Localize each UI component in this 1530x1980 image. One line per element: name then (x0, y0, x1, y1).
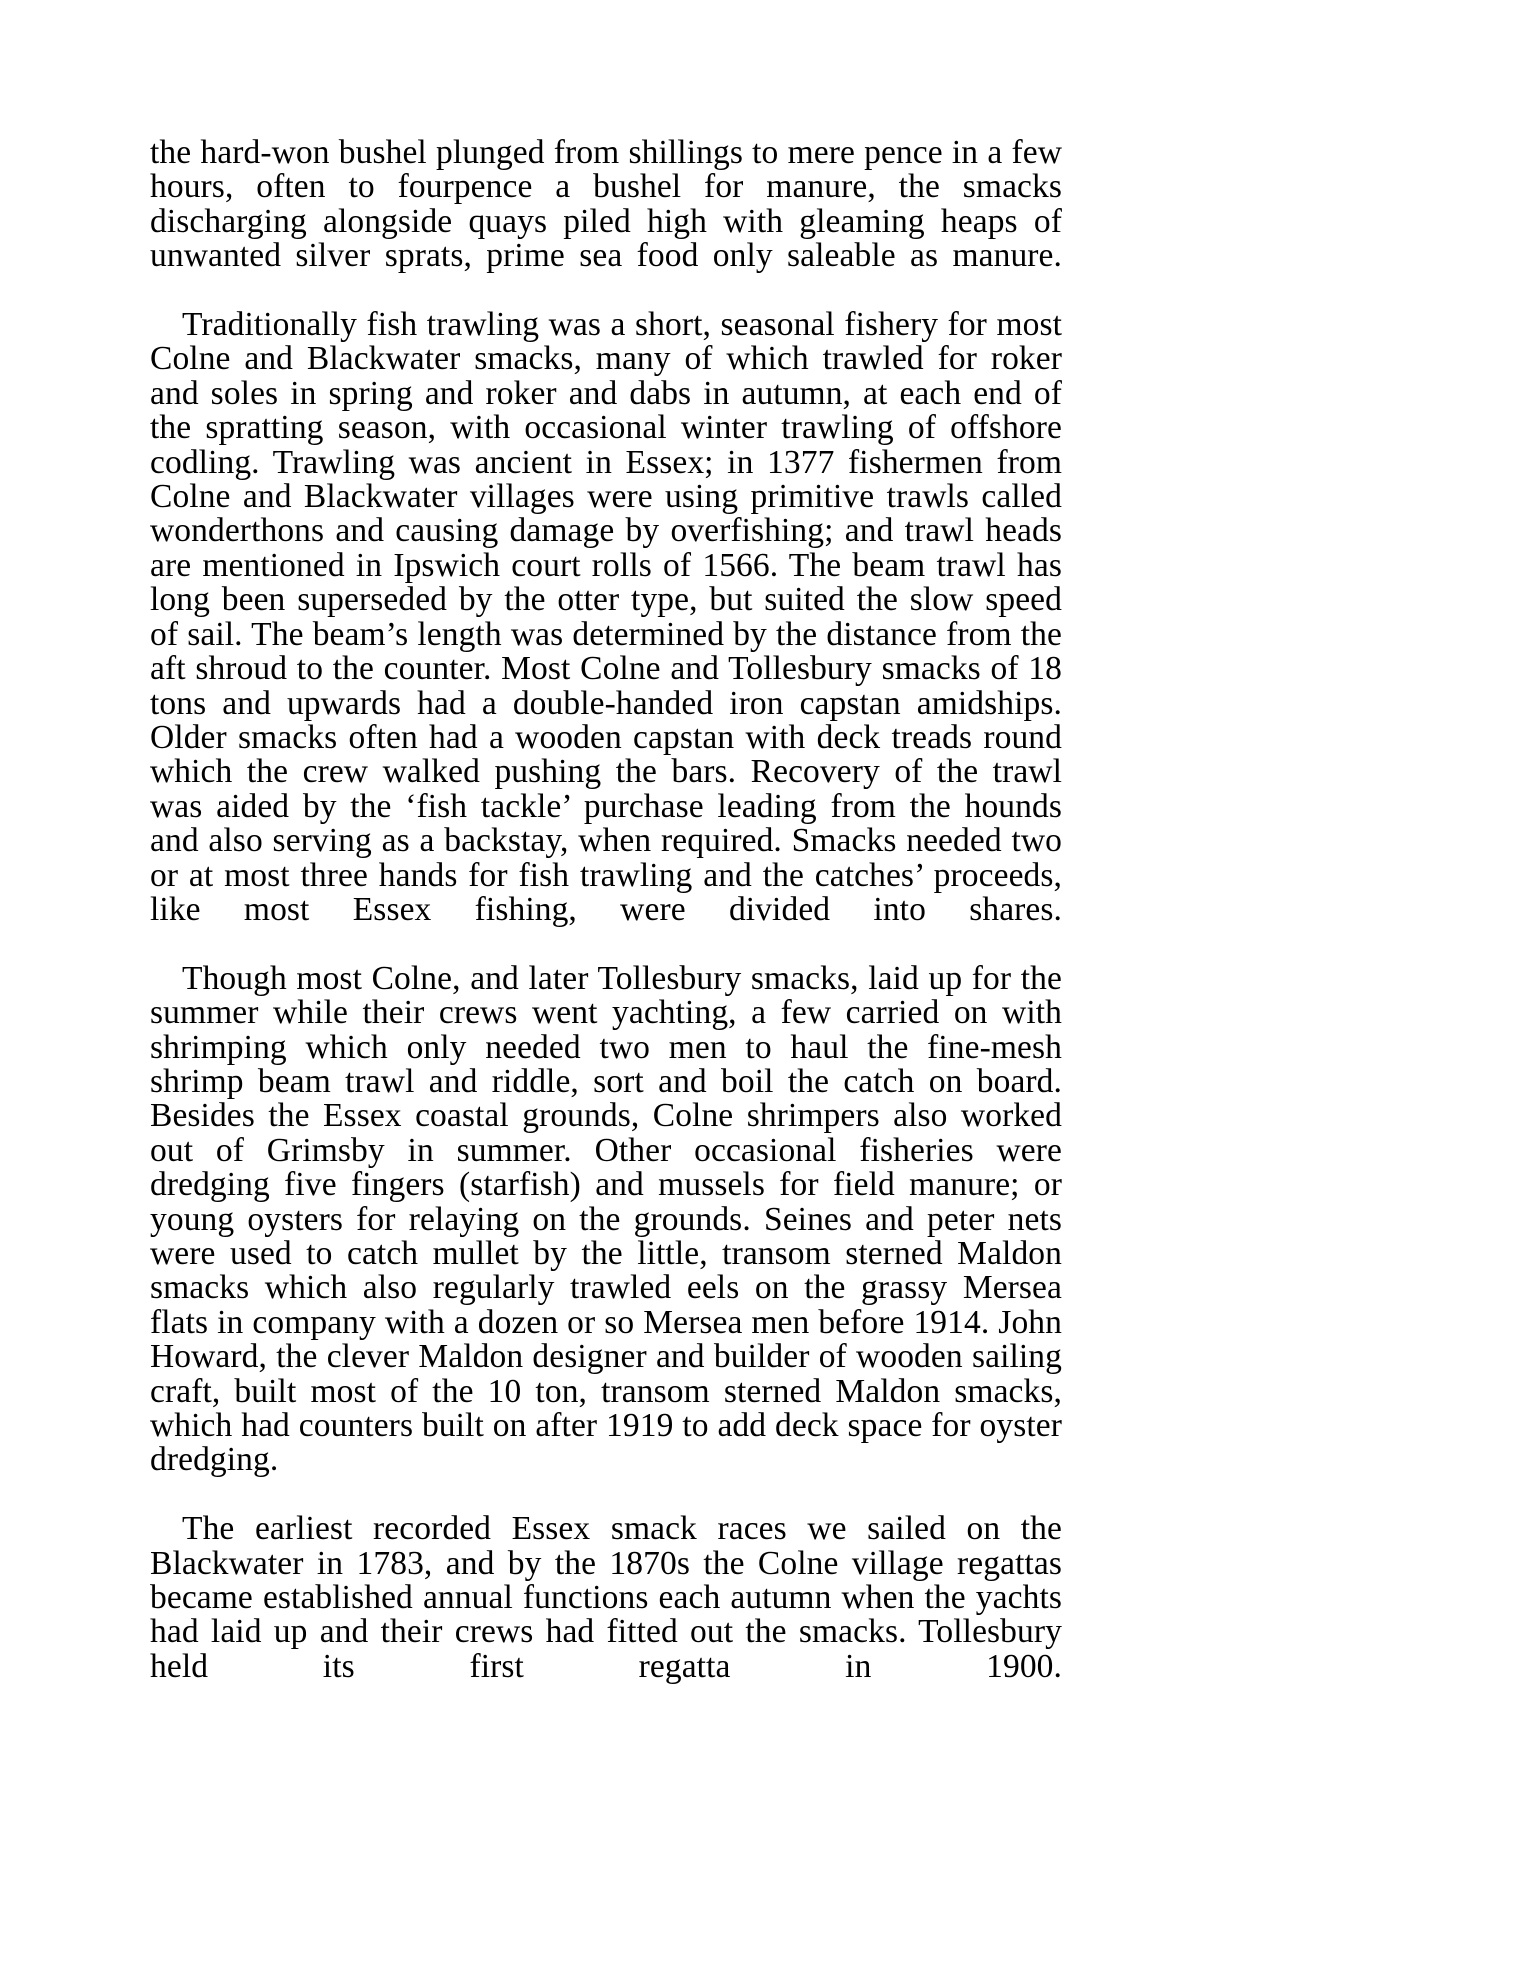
body-paragraph-4: The earliest recorded Essex smack races we sailed on the Blackwater in 1783, and by the 1870s the Colne village regattas became established annual functions each autumn when the yachts had laid up and their crews had fitted out the smacks. Tollesbury held its first regatta in 1900. (150, 1510, 1062, 1685)
body-text-block (150, 136, 1062, 1719)
body-paragraph-2: Traditionally fish trawling was a short, seasonal fishery for most Colne and Blackwater smacks, many of which trawled for roker and soles in spring and roker and dabs in autumn, at each end of the spratting season, with occasional winter trawling of offshore codling. Trawling was ancient in Essex; in 1377 fishermen from Colne and Blackwater villages were using primitive trawls called wonderthons and causing damage by overfishing; and trawl heads are mentioned in Ipswich court rolls of 1566. The beam trawl has long been superseded by the otter type, but suited the slow speed of sail. The beam’s length was determined by the distance from the aft shroud to the counter. Most Colne and Tollesbury smacks of 18 tons and upwards had a double-handed iron capstan amidships. Older smacks often had a wooden capstan with deck treads round which the crew walked pushing the bars. Recovery of the trawl was aided by the ‘fish tackle’ purchase leading from the hounds and also serving as a backstay, when required. Smacks needed two or at most three hands for fish trawling and the catches’ proceeds, like most Essex fishing, were divided into shares. (150, 306, 1062, 928)
body-paragraph-3: Though most Colne, and later Tollesbury smacks, laid up for the summer while their crews went yachting, a few carried on with shrimping which only needed two men to haul the fine-mesh shrimp beam trawl and riddle, sort and boil the catch on board. Besides the Essex coastal grounds, Colne shrimpers also worked out of Grimsby in summer. Other occasional fisheries were dredging five fingers (starfish) and mussels for field manure; or young oysters for relaying on the grounds. Seines and peter nets were used to catch mullet by the little, transom sterned Maldon smacks which also regularly trawled eels on the grassy Mersea flats in company with a dozen or so Mersea men before 1914. John Howard, the clever Maldon designer and builder of wooden sailing craft, built most of the 10 ton, transom sterned Maldon smacks, which had counters built on after 1919 to add deck space for oyster dredging. (150, 959, 1062, 1479)
body-paragraph-1: the hard-won bushel plunged from shillings to mere pence in a few hours, often to fourpence a bushel for manure, the smacks discharging alongside quays piled high with gleaming heaps of unwanted silver sprats, prime sea food only saleable as manure. (150, 134, 1062, 275)
